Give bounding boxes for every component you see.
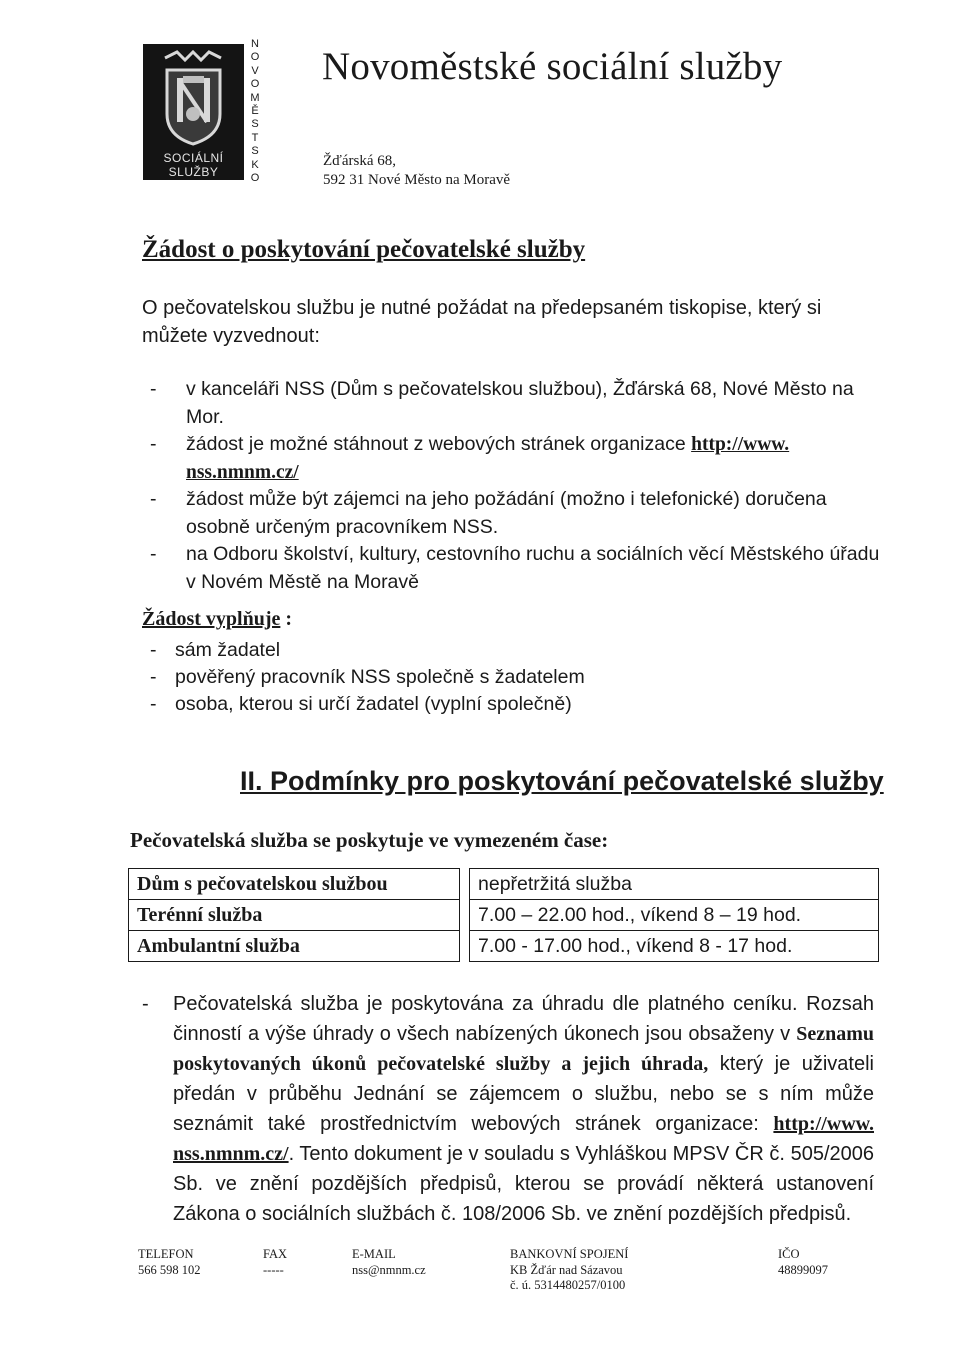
note-body: [173, 989, 874, 1229]
footer-bank-name: KB Žďár nad Sázavou: [510, 1262, 623, 1277]
list-item: [142, 431, 882, 486]
vertical-letter: S: [251, 118, 259, 131]
vertical-letter: N: [251, 38, 259, 50]
organization-name: Novoměstské sociální služby: [322, 45, 783, 88]
list-item-text: žádost může být zájemci na jeho požádání (možno i telefonické) doručena osobně určeným pracovníkem NSS.: [186, 488, 827, 538]
footer-email-label: E-MAIL: [352, 1247, 396, 1261]
pricing-note: [142, 989, 874, 1229]
vertical-letter: S: [251, 145, 259, 158]
list-item: [142, 486, 882, 541]
logo-text-line1: SOCIÁLNÍ: [163, 151, 224, 165]
service-name-cell: Ambulantní služba: [129, 931, 460, 962]
logo-text-line2: SLUŽBY: [168, 165, 219, 179]
footer-fax-label: FAX: [263, 1247, 288, 1261]
list-item: - sám žadatel: [142, 637, 585, 664]
vertical-letter: O: [250, 51, 260, 64]
vertical-letter: O: [250, 78, 260, 91]
footer-fax: [263, 1247, 287, 1278]
table-row: [129, 869, 879, 900]
table-spacer: [460, 869, 470, 900]
footer-email: [352, 1247, 426, 1278]
footer-ico-value: 48899097: [778, 1262, 828, 1277]
conditions-title: II. Podmínky pro poskytování pečovatelské služby: [240, 766, 884, 796]
list-item-text: žádost je možné stáhnout z webových stránek organizace: [186, 433, 692, 455]
footer-phone: [138, 1247, 201, 1278]
service-hours-cell: 7.00 - 17.00 hod., víkend 8 - 17 hod.: [470, 931, 879, 962]
who-fills-list: [142, 637, 585, 718]
pickup-locations-list: [142, 376, 882, 596]
vertical-letter: T: [251, 131, 259, 144]
footer-bank-account: č. ú. 5314480257/0100: [510, 1278, 626, 1292]
intro-paragraph: O pečovatelskou službu je nutné požádat na předepsaném tiskopise, který si můžete vyzvednout:: [142, 297, 822, 347]
footer-ico: [778, 1247, 828, 1278]
vertical-letter: K: [251, 158, 259, 171]
service-hours-table: [128, 868, 879, 962]
service-name-cell: Terénní služba: [129, 900, 460, 931]
table-spacer: [460, 931, 470, 962]
fill-heading-text: Žádost vyplňuje: [142, 608, 281, 630]
footer-phone-label: TELEFON: [138, 1247, 194, 1261]
service-hours-cell: nepřetržitá služba: [470, 869, 879, 900]
vertical-letter: M: [250, 91, 260, 104]
service-name-cell: Dům s pečovatelskou službou: [129, 869, 460, 900]
table-row: [129, 900, 879, 931]
coat-of-arms-icon: [143, 44, 244, 150]
address-street: Žďárská 68,: [323, 153, 397, 169]
table-spacer: [460, 900, 470, 931]
footer-ico-label: IČO: [778, 1247, 800, 1261]
footer-fax-value: -----: [263, 1262, 284, 1277]
list-item-text: na Odboru školství, kultury, cestovního ruchu a sociálních věcí Městského úřadu v Novém Městě na Moravě: [186, 543, 880, 593]
list-item: - osoba, kterou si určí žadatel (vyplní společně): [142, 691, 585, 718]
website-link[interactable]: http://www. nss.nmnm.cz/: [173, 1113, 874, 1165]
note-text-2: který je uživateli předán v průběhu Jednání se zájemcem o službu, nebo se s ním může seznámit také prostřednictvím webových stránek organizace:: [173, 1053, 874, 1135]
vertical-letter: O: [250, 172, 260, 185]
website-link[interactable]: http://www. nss.nmnm.cz/: [186, 434, 790, 483]
list-item: [142, 541, 882, 596]
footer-phone-value: 566 598 102: [138, 1262, 201, 1277]
vertical-letter: Ě: [251, 105, 259, 118]
note-text-3: . Tento dokument je v souladu s Vyhláškou MPSV ČR č. 505/2006 Sb. ve znění pozdějších předpisů, kterou se provádí některá ustanovení Zákona o sociálních službách č. 108/2006 Sb. ve znění pozdějších předpisů.: [173, 1143, 874, 1225]
request-title: Žádost o poskytování pečovatelské služby: [142, 236, 586, 263]
organization-logo: [143, 44, 244, 180]
note-bold-text: Seznamu poskytovaných úkonů pečovatelské služby a jejich úhrada,: [173, 1023, 874, 1075]
note-text-1: Pečovatelská služba je poskytována za úhradu dle platného ceníku. Rozsah činností a výše úhrady o všech nabízených úkonech jsou obsaženy v: [173, 993, 874, 1045]
footer-bank: [510, 1247, 628, 1294]
list-item-text: v kanceláři NSS (Dům s pečovatelskou službou), Žďárská 68, Nové Město na Mor.: [186, 378, 854, 428]
service-hours-cell: 7.00 – 22.00 hod., víkend 8 – 19 hod.: [470, 900, 879, 931]
vertical-town-name: [248, 38, 262, 185]
footer-email-value[interactable]: nss@nmnm.cz: [352, 1262, 426, 1277]
fill-heading-colon: :: [280, 608, 293, 630]
service-time-heading: Pečovatelská služba se poskytuje ve vymezeném čase:: [130, 828, 609, 852]
fill-heading: [142, 608, 292, 631]
vertical-letter: V: [251, 64, 259, 77]
list-item: [142, 376, 882, 431]
note-dash: -: [142, 993, 149, 1015]
address-city: 592 31 Nové Město na Moravě: [323, 172, 511, 188]
table-row: [129, 931, 879, 962]
footer-bank-label: BANKOVNÍ SPOJENÍ: [510, 1247, 629, 1261]
list-item: - pověřený pracovník NSS společně s žadatelem: [142, 664, 585, 691]
